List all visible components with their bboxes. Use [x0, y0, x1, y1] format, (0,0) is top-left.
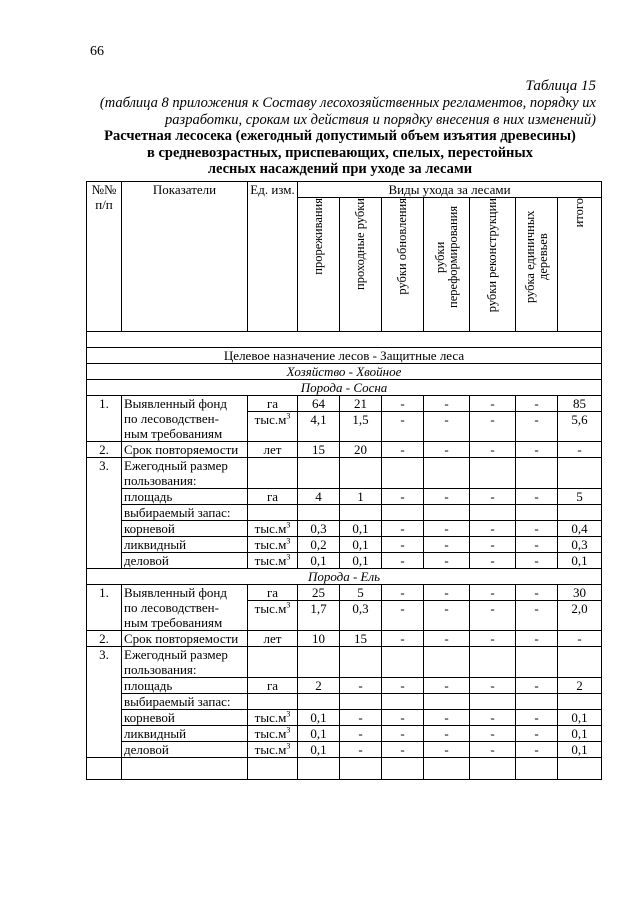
header-col: прореживания [298, 198, 340, 332]
header-col: рубки обновления [382, 198, 424, 332]
value-cell: 0,4 [558, 521, 602, 537]
value-cell: - [470, 442, 516, 458]
value-cell: - [516, 442, 558, 458]
indicator-label: Выявленный фонд по лесоводствен- ным требованиям [122, 585, 248, 631]
value-cell: - [516, 601, 558, 631]
header-num: №№ п/п [87, 182, 122, 332]
value-cell: - [340, 742, 382, 758]
section-row [87, 348, 602, 364]
table-title-line: Расчетная лесосека (ежегодный допустимый объем изъятия древесины) [104, 128, 576, 144]
value-cell: 0,1 [340, 553, 382, 569]
value-cell: 0,1 [298, 553, 340, 569]
row-number: 1. [87, 585, 122, 631]
table-source-note: (таблица 8 приложения к Составу лесохозяйственных регламентов, порядку их разработки, срокам их действия и порядку внесения в них изменений) [99, 95, 596, 128]
breed-row [87, 380, 602, 396]
value-cell: 0,1 [558, 742, 602, 758]
indicator-label: корневой [122, 521, 248, 537]
value-cell: - [424, 742, 470, 758]
subsection-row [87, 364, 602, 380]
unit-cell: $тыс.м^3$ [248, 553, 298, 569]
value-cell: - [516, 742, 558, 758]
unit-cell: $тыс.м^3$ [248, 537, 298, 553]
unit-cell: $тыс.м^3$ [248, 710, 298, 726]
value-cell: 2 [558, 678, 602, 694]
row-number: 1. [87, 396, 122, 442]
indicator-label: Выявленный фонд по лесоводствен- ным требованиям [122, 396, 248, 442]
value-cell: - [382, 412, 424, 442]
value-cell: 20 [340, 442, 382, 458]
value-cell: 85 [558, 396, 602, 412]
header-col: итого [558, 198, 602, 332]
header-col: проходные рубки [340, 198, 382, 332]
table-row [87, 726, 602, 742]
value-cell: - [424, 710, 470, 726]
value-cell: - [340, 726, 382, 742]
value-cell: 0,1 [558, 726, 602, 742]
unit-cell: $тыс.м^3$ [248, 412, 298, 442]
indicator-label: корневой [122, 710, 248, 726]
value-cell: - [516, 585, 558, 601]
value-cell: - [424, 678, 470, 694]
value-cell: - [470, 742, 516, 758]
table-header [87, 182, 602, 348]
value-cell: 2 [298, 678, 340, 694]
value-cell: 0,1 [340, 537, 382, 553]
value-cell: - [382, 442, 424, 458]
value-cell: - [516, 631, 558, 647]
value-cell: - [516, 726, 558, 742]
header-col: рубка единичных деревьев [516, 198, 558, 332]
value-cell: 21 [340, 396, 382, 412]
value-cell: 1 [340, 489, 382, 505]
unit-cell: га [248, 585, 298, 601]
value-cell: - [558, 442, 602, 458]
value-cell: - [470, 710, 516, 726]
value-cell: - [470, 585, 516, 601]
value-cell: - [516, 710, 558, 726]
value-cell: - [424, 412, 470, 442]
value-cell: - [340, 710, 382, 726]
header-col: рубки переформирования [424, 198, 470, 332]
value-cell: 4,1 [298, 412, 340, 442]
value-cell: - [340, 678, 382, 694]
value-cell: - [516, 521, 558, 537]
unit-cell: га [248, 489, 298, 505]
value-cell: 1,7 [298, 601, 340, 631]
table-row [87, 505, 602, 521]
unit-cell: $тыс.м^3$ [248, 601, 298, 631]
table-row [87, 647, 602, 678]
table-row [87, 678, 602, 694]
subsection-title: Хозяйство - Хвойное [87, 364, 602, 380]
unit-cell: $тыс.м^3$ [248, 521, 298, 537]
value-cell: 0,3 [298, 521, 340, 537]
value-cell: - [424, 396, 470, 412]
value-cell: - [470, 412, 516, 442]
table-row [87, 742, 602, 758]
indicator-label: деловой [122, 553, 248, 569]
value-cell: 2,0 [558, 601, 602, 631]
row-number: 2. [87, 442, 122, 458]
value-cell: - [470, 537, 516, 553]
table-title [84, 128, 596, 178]
value-cell: 25 [298, 585, 340, 601]
value-cell: 10 [298, 631, 340, 647]
value-cell: - [382, 601, 424, 631]
indicator-label: Срок повторяемости [122, 631, 248, 647]
value-cell: - [382, 396, 424, 412]
value-cell: - [516, 489, 558, 505]
indicator-label: выбираемый запас: [122, 505, 248, 521]
value-cell: 0,1 [298, 726, 340, 742]
value-cell: - [424, 442, 470, 458]
value-cell: - [424, 601, 470, 631]
table-caption [84, 78, 596, 129]
unit-cell: га [248, 678, 298, 694]
breed-title: Порода - Сосна [87, 380, 602, 396]
value-cell: 30 [558, 585, 602, 601]
value-cell: - [382, 553, 424, 569]
table-row [87, 694, 602, 710]
table-row [87, 553, 602, 569]
value-cell: - [382, 631, 424, 647]
indicator-label: ликвидный [122, 537, 248, 553]
value-cell: 64 [298, 396, 340, 412]
header-care-types: Виды ухода за лесами [298, 182, 602, 198]
value-cell: - [470, 553, 516, 569]
logging-table [86, 181, 602, 780]
indicator-label: Ежегодный размер пользования: [122, 458, 248, 489]
value-cell: - [382, 585, 424, 601]
table-label: Таблица 15 [525, 78, 596, 94]
indicator-label: площадь [122, 489, 248, 505]
value-cell: 15 [340, 631, 382, 647]
row-number: 3. [87, 647, 122, 758]
value-cell: - [382, 742, 424, 758]
indicator-label: площадь [122, 678, 248, 694]
unit-cell: лет [248, 631, 298, 647]
table-title-line: лесных насаждений при уходе за лесами [207, 161, 473, 177]
value-cell: - [516, 537, 558, 553]
indicator-label: деловой [122, 742, 248, 758]
table-row [87, 458, 602, 489]
indicator-label: ликвидный [122, 726, 248, 742]
header-indicators: Показатели [122, 182, 248, 332]
value-cell: - [516, 396, 558, 412]
blank-row [87, 332, 602, 348]
value-cell: - [470, 631, 516, 647]
breed-title: Порода - Ель [87, 569, 602, 585]
value-cell: 1,5 [340, 412, 382, 442]
value-cell: 5,6 [558, 412, 602, 442]
value-cell: - [470, 601, 516, 631]
value-cell: 0,1 [558, 553, 602, 569]
value-cell: 4 [298, 489, 340, 505]
breed-row [87, 569, 602, 585]
table-body [87, 348, 602, 780]
table-row [87, 521, 602, 537]
value-cell: - [516, 553, 558, 569]
table-row [87, 442, 602, 458]
unit-cell: лет [248, 442, 298, 458]
table-row [87, 396, 602, 412]
value-cell: - [470, 489, 516, 505]
page-number: 66 [90, 44, 104, 59]
value-cell: - [382, 537, 424, 553]
value-cell: - [382, 489, 424, 505]
value-cell: 0,3 [558, 537, 602, 553]
value-cell: - [558, 631, 602, 647]
indicator-label: Срок повторяемости [122, 442, 248, 458]
unit-cell: $тыс.м^3$ [248, 726, 298, 742]
value-cell: 0,1 [298, 710, 340, 726]
value-cell: - [424, 553, 470, 569]
unit-cell: $тыс.м^3$ [248, 742, 298, 758]
table-row [87, 710, 602, 726]
section-title: Целевое назначение лесов - Защитные леса [87, 348, 602, 364]
value-cell: - [382, 726, 424, 742]
table-row [87, 489, 602, 505]
value-cell: - [516, 412, 558, 442]
table-row [87, 631, 602, 647]
row-number: 2. [87, 631, 122, 647]
value-cell: - [470, 521, 516, 537]
row-number: 3. [87, 458, 122, 569]
value-cell: - [424, 726, 470, 742]
value-cell: 15 [298, 442, 340, 458]
table-end-row [87, 758, 602, 780]
header-col: рубки реконструкции [470, 198, 516, 332]
indicator-label: Ежегодный размер пользования: [122, 647, 248, 678]
value-cell: - [424, 537, 470, 553]
value-cell: 0,2 [298, 537, 340, 553]
value-cell: - [382, 710, 424, 726]
header-unit: Ед. изм. [248, 182, 298, 332]
value-cell: - [424, 631, 470, 647]
value-cell: - [424, 489, 470, 505]
table-title-line: в средневозрастных, приспевающих, спелых, перестойных [147, 144, 533, 161]
value-cell: - [470, 396, 516, 412]
value-cell: 0,1 [298, 742, 340, 758]
value-cell: - [470, 678, 516, 694]
value-cell: 0,3 [340, 601, 382, 631]
value-cell: 0,1 [340, 521, 382, 537]
value-cell: - [382, 678, 424, 694]
value-cell: 5 [340, 585, 382, 601]
value-cell: - [424, 585, 470, 601]
table-row [87, 537, 602, 553]
value-cell: - [424, 521, 470, 537]
value-cell: 5 [558, 489, 602, 505]
value-cell: - [382, 521, 424, 537]
indicator-label: выбираемый запас: [122, 694, 248, 710]
table-row [87, 585, 602, 601]
value-cell: 0,1 [558, 710, 602, 726]
value-cell: - [516, 678, 558, 694]
value-cell: - [470, 726, 516, 742]
unit-cell: га [248, 396, 298, 412]
